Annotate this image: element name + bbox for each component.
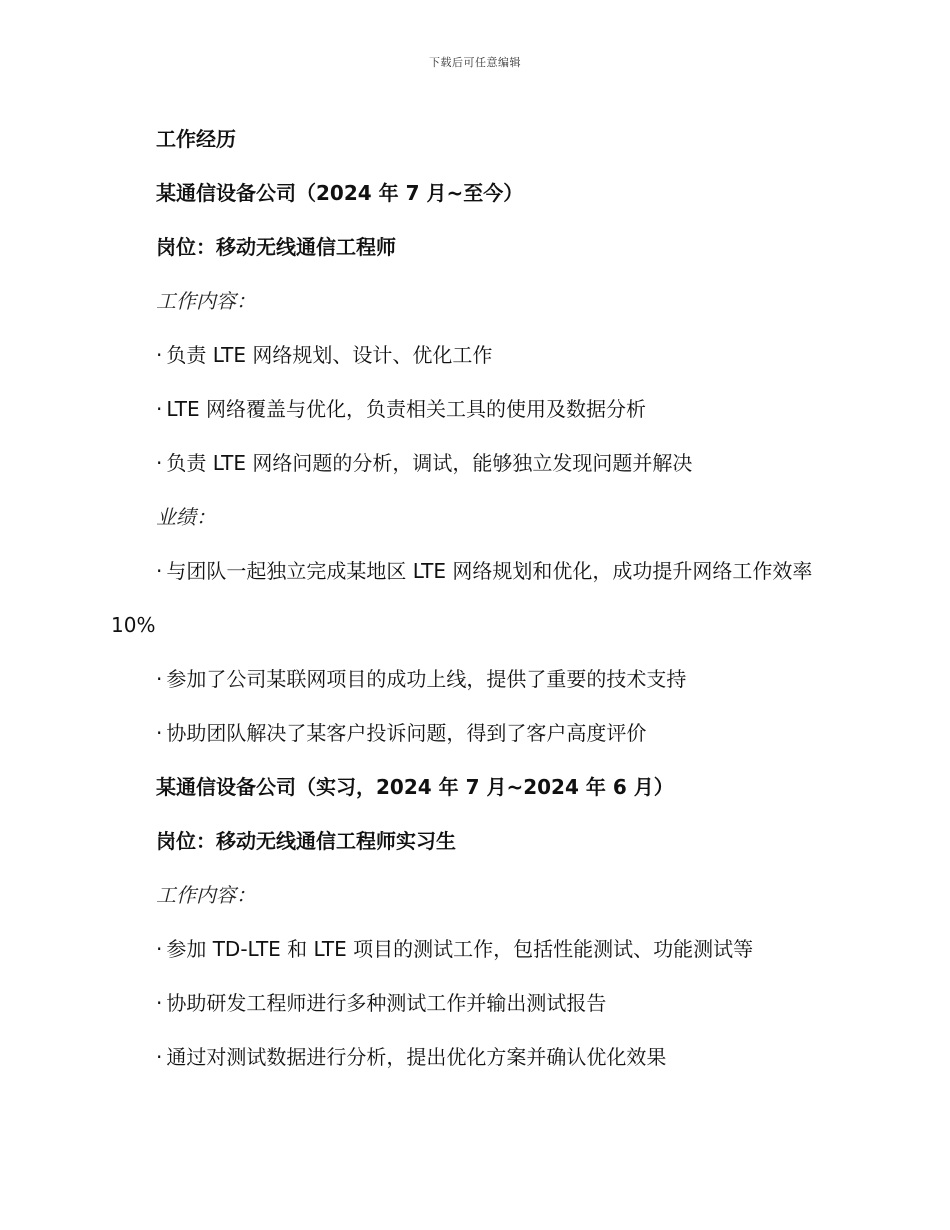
job1-achievements-label: 业绩： (156, 505, 216, 529)
job1-position: 岗位：移动无线通信工程师 (156, 235, 396, 259)
job2-duty-1: 参加 TD-LTE 和 LTE 项目的测试工作，包括性能测试、功能测试等 (166, 937, 754, 961)
list-item (111, 976, 846, 1030)
job2-duty-2: 协助研发工程师进行多种测试工作并输出测试报告 (166, 991, 607, 1015)
bullet-mark: · (156, 451, 163, 475)
job2-company: 某通信设备公司（实习，2024 年 7 月~2024 年 6 月） (156, 775, 674, 799)
list-item (111, 652, 846, 706)
list-item (111, 922, 846, 976)
job1-duties-label: 工作内容： (156, 289, 256, 313)
bullet-mark: · (156, 991, 163, 1015)
bullet-mark: · (156, 721, 163, 745)
job2-duties-label: 工作内容： (156, 883, 256, 907)
document-body (111, 112, 846, 1084)
section-title: 工作经历 (156, 127, 236, 151)
job1-duty-2: LTE 网络覆盖与优化，负责相关工具的使用及数据分析 (166, 397, 646, 421)
bullet-mark: · (156, 343, 163, 367)
bullet-mark: · (156, 937, 163, 961)
list-item (111, 544, 846, 652)
job1-company: 某通信设备公司（2024 年 7 月~至今） (156, 181, 524, 205)
list-item (111, 1030, 846, 1084)
bullet-mark: · (156, 667, 163, 691)
job1-achievement-2: 参加了公司某联网项目的成功上线，提供了重要的技术支持 (166, 667, 687, 691)
header-note: 下载后可任意编辑 (429, 56, 521, 69)
job2-duty-3: 通过对测试数据进行分析，提出优化方案并确认优化效果 (166, 1045, 667, 1069)
job1-achievement-1: 与团队一起独立完成某地区 LTE 网络规划和优化，成功提升网络工作效率 10% (111, 559, 813, 637)
list-item (111, 436, 846, 490)
bullet-mark: · (156, 1045, 163, 1069)
list-item (111, 706, 846, 760)
bullet-mark: · (156, 397, 163, 421)
bullet-mark: · (156, 559, 163, 583)
job2-position: 岗位：移动无线通信工程师实习生 (156, 829, 456, 853)
job1-achievement-3: 协助团队解决了某客户投诉问题，得到了客户高度评价 (166, 721, 647, 745)
list-item (111, 382, 846, 436)
job1-duty-3: 负责 LTE 网络问题的分析，调试，能够独立发现问题并解决 (166, 451, 693, 475)
list-item (111, 328, 846, 382)
job1-duty-1: 负责 LTE 网络规划、设计、优化工作 (166, 343, 493, 367)
